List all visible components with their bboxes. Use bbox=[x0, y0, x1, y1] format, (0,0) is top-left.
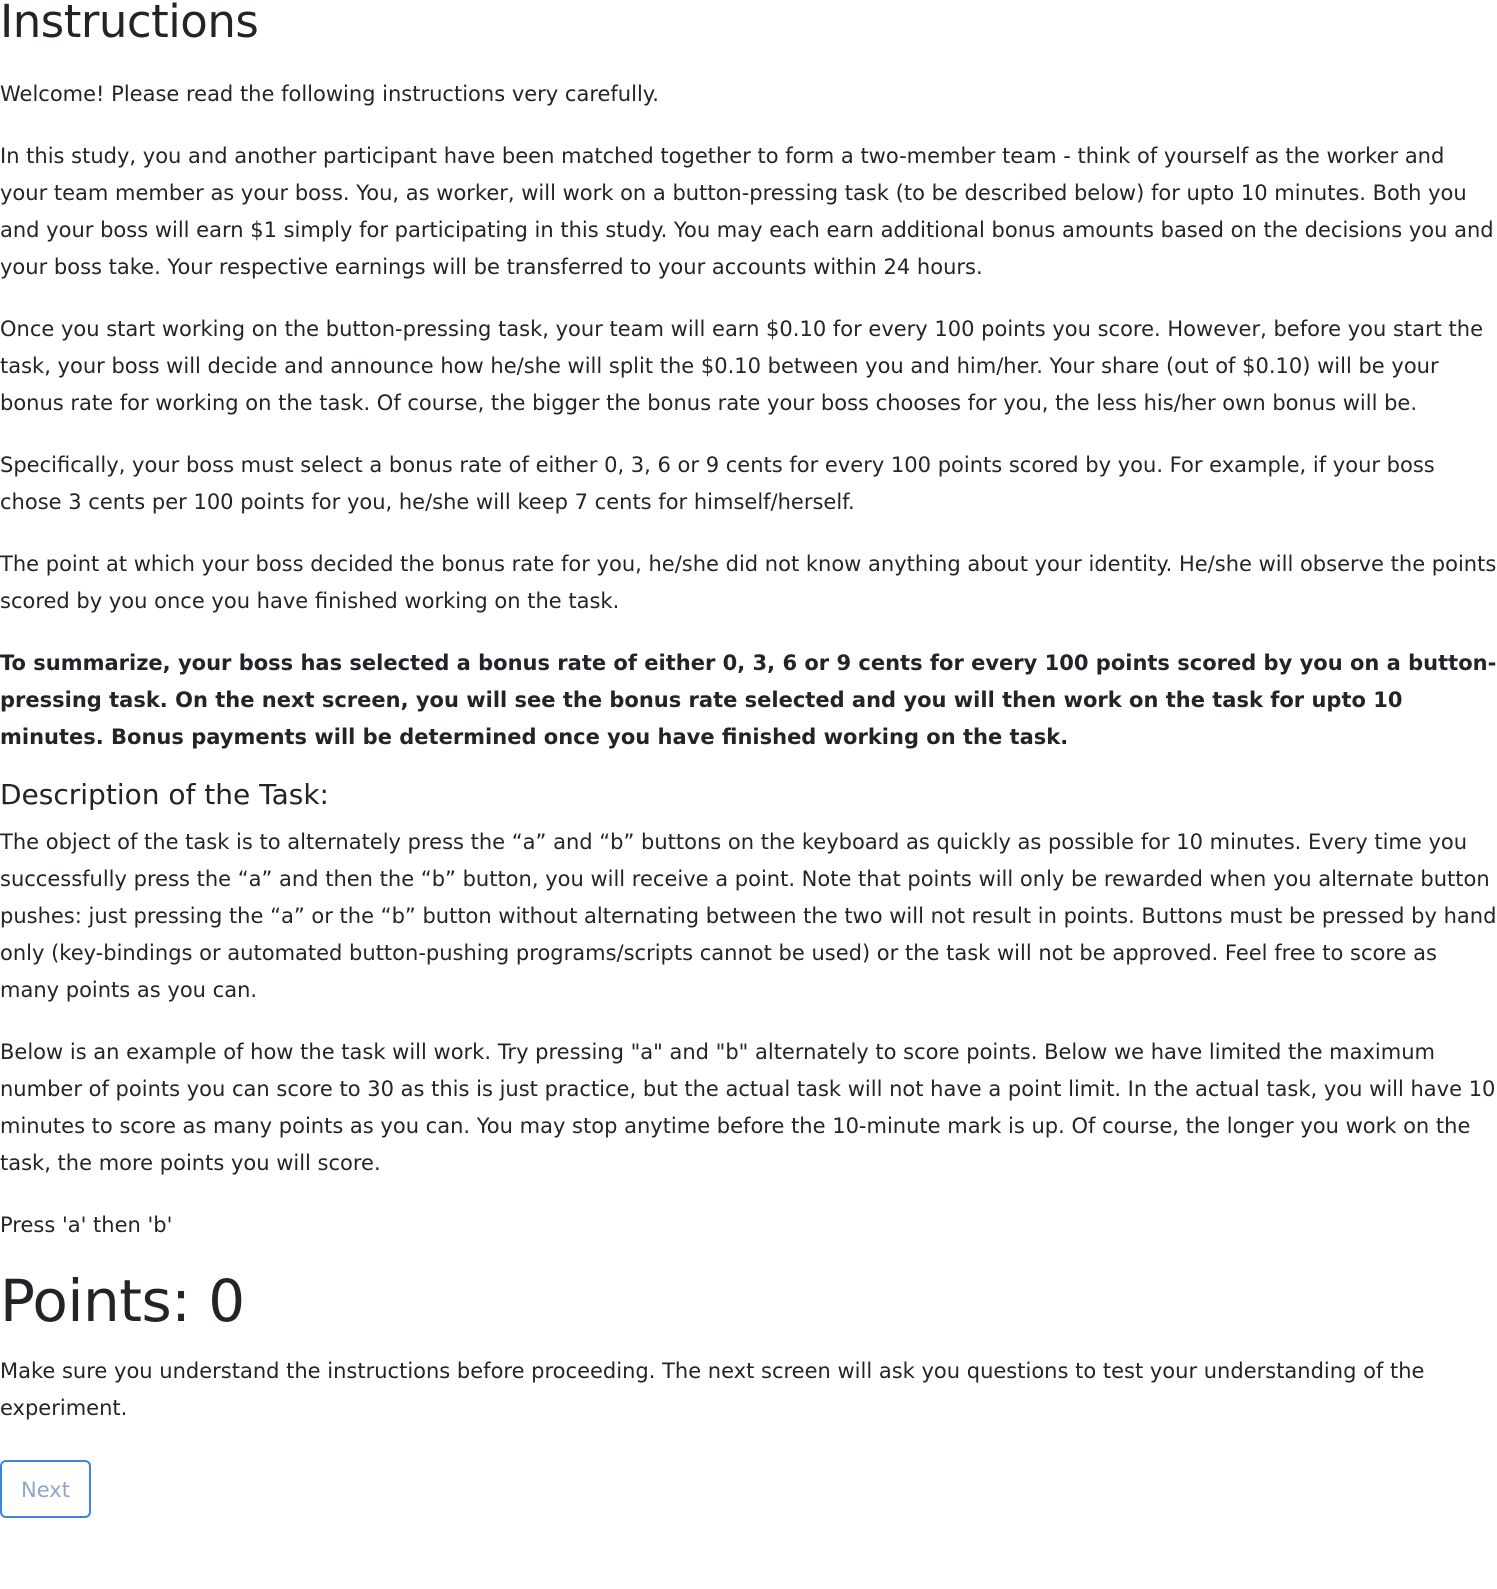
closing-paragraph: Make sure you understand the instructions before proceeding. The next screen will ask you questions to test your understanding of the experiment. bbox=[0, 1359, 1425, 1420]
page-title: Instructions bbox=[0, 0, 259, 48]
next-button[interactable]: Next bbox=[0, 1460, 91, 1518]
identity-paragraph: The point at which your boss decided the bonus rate for you, he/she did not know anything about your identity. He/she will observe the points scored by you once you have finished working on the task. bbox=[0, 552, 1497, 613]
welcome-text: Welcome! Please read the following instructions very carefully. bbox=[0, 82, 659, 106]
intro-paragraph: In this study, you and another participant have been matched together to form a two-member team - think of yourself as the worker and your team member as your boss. You, as worker, will work on a button-pressing task (to be described below) for upto 10 minutes. Both you and your boss will earn $1 simply for participating in this study. You may each earn additional bonus amounts based on the decisions you and your boss take. Your respective earnings will be transferred to your accounts within 24 hours. bbox=[0, 144, 1494, 279]
summary-paragraph: To summarize, your boss has selected a bonus rate of either 0, 3, 6 or 9 cents for every 100 points scored by you on a button-pressing task. On the next screen, you will see the bonus rate selected and you will then work on the task for upto 10 minutes. Bonus payments will be determined once you have finished working on the task. bbox=[0, 651, 1497, 749]
points-counter: Points: 0 bbox=[0, 1267, 245, 1335]
earnings-paragraph: Once you start working on the button-pressing task, your team will earn $0.10 for every 100 points you score. However, before you start the task, your boss will decide and announce how he/she will split the $0.10 between you and him/her. Your share (out of $0.10) will be your bonus rate for working on the task. Of course, the bigger the bonus rate your boss chooses for you, the less his/her own bonus will be. bbox=[0, 317, 1484, 415]
task-example: Below is an example of how the task will work. Try pressing "a" and "b" alternately to score points. Below we have limited the maximum number of points you can score to 30 as this is just practice, but the actual task will not have a point limit. In the actual task, you will have 10 minutes to score as many points as you can. You may stop anytime before the 10-minute mark is up. Of course, the longer you work on the task, the more points you will score. bbox=[0, 1040, 1496, 1175]
task-prompt: Press 'a' then 'b' bbox=[0, 1213, 173, 1237]
bonus-rate-paragraph: Specifically, your boss must select a bonus rate of either 0, 3, 6 or 9 cents for every 100 points scored by you. For example, if your boss chose 3 cents per 100 points for you, he/she will keep 7 cents for himself/herself. bbox=[0, 453, 1435, 514]
task-heading: Description of the Task: bbox=[0, 778, 329, 811]
task-description: The object of the task is to alternately press the “a” and “b” buttons on the keyboard as quickly as possible for 10 minutes. Every time you successfully press the “a” and then the “b” button, you will receive a point. Note that points will only be rewarded when you alternate button pushes: just pressing the “a” or the “b” button without alternating between the two will not result in points. Buttons must be pressed by hand only (key-bindings or automated button-pushing programs/scripts cannot be used) or the task will not be approved. Feel free to score as many points as you can. bbox=[0, 830, 1497, 1002]
